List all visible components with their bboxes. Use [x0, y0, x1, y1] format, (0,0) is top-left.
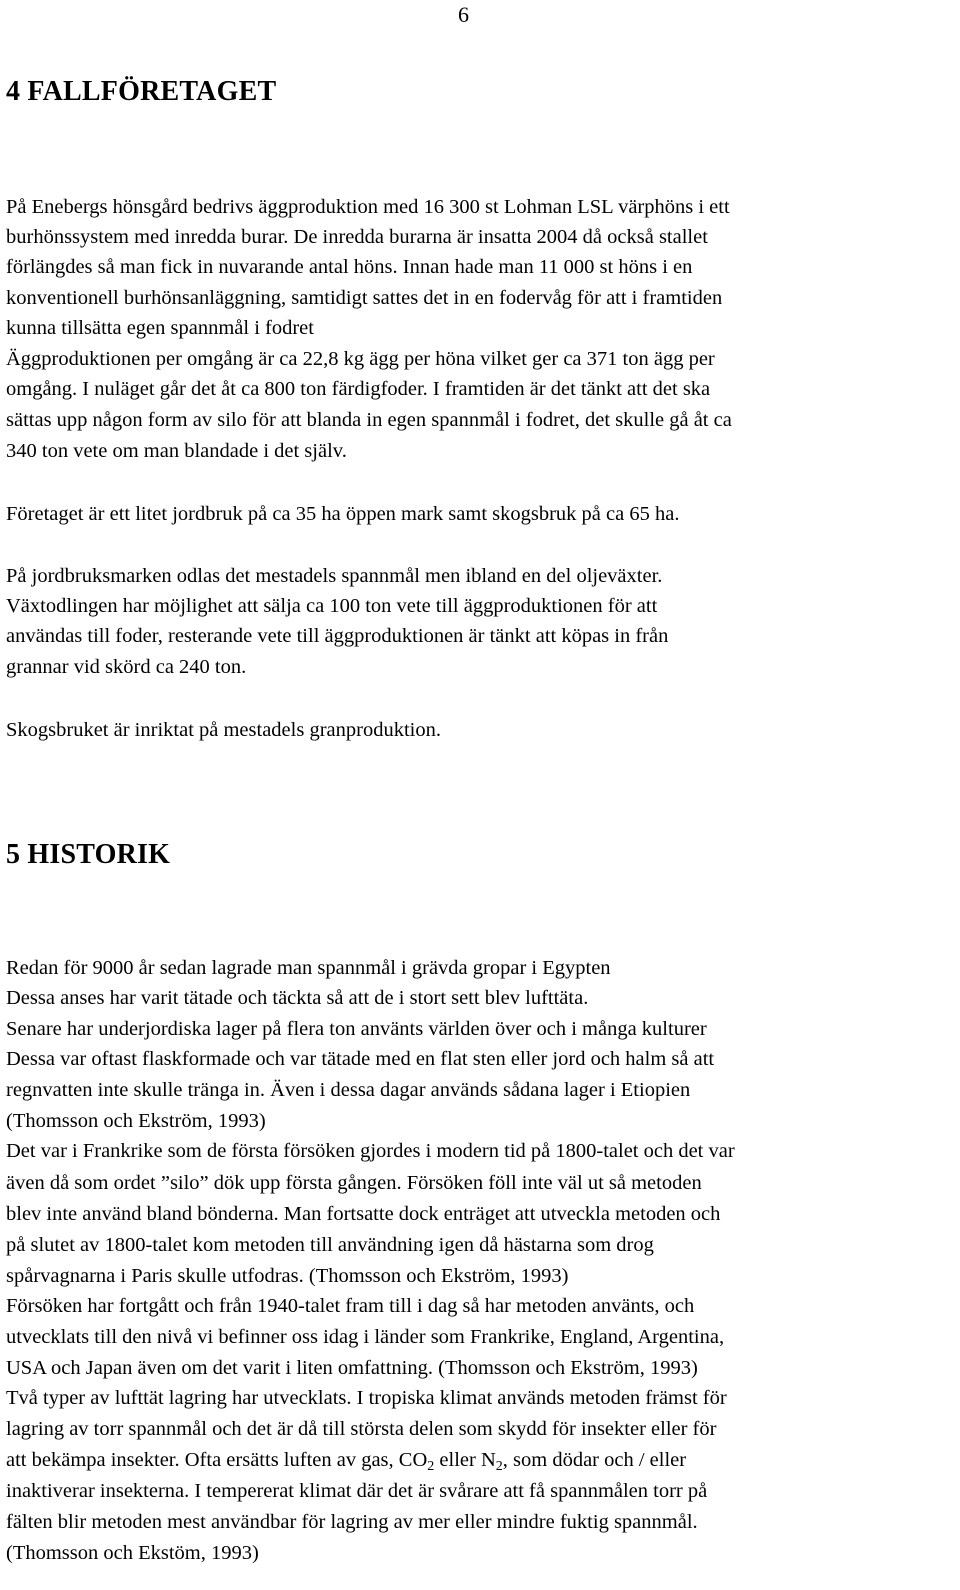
text-line: kunna tillsätta egen spannmål i fodret [6, 317, 314, 339]
text-line: sättas upp någon form av silo för att blanda in egen spannmål i fodret, det skulle gå åt ca [6, 409, 732, 431]
page-number: 6 [458, 2, 469, 27]
text-line: på slutet av 1800-talet kom metoden till användning igen då hästarna som drog [6, 1234, 654, 1256]
text-line: (Thomsson och Ekstöm, 1993) [6, 1542, 259, 1564]
text-line: Senare har underjordiska lager på flera ton använts världen över och i många kulturer [6, 1018, 707, 1040]
text-line: blev inte använd bland bönderna. Man fortsatte dock enträget att utveckla metoden och [6, 1203, 721, 1225]
text-line: utvecklats till den nivå vi befinner oss idag i länder som Frankrike, England, Argentina, [6, 1326, 725, 1348]
text-line: Äggproduktionen per omgång är ca 22,8 kg ägg per höna vilket ger ca 371 ton ägg per [6, 348, 715, 370]
text-line: Två typer av lufttät lagring har utvecklats. I tropiska klimat används metoden främst för [6, 1387, 727, 1409]
text-line: även då som ordet ”silo” dök upp första gången. Försöken föll inte väl ut så metoden [6, 1172, 702, 1194]
text-line: USA och Japan även om det varit i liten omfattning. (Thomsson och Ekström, 1993) [6, 1357, 698, 1379]
text-line: På jordbruksmarken odlas det mestadels spannmål men ibland en del oljeväxter. [6, 565, 663, 587]
text-line: förlängdes så man fick in nuvarande antal höns. Innan hade man 11 000 st höns i en [6, 256, 693, 278]
formula-co2: $CO_2$ [398, 1449, 435, 1474]
text-line: På Enebergs hönsgård bedrivs äggproduktion med 16 300 st Lohman LSL värphöns i ett [6, 196, 730, 218]
text-line: Försöken har fortgått och från 1940-talet fram till i dag så har metoden använts, och [6, 1295, 695, 1317]
text-fragment: , som dödar och / eller [502, 1449, 687, 1471]
text-line: 340 ton vete om man blandade i det själv. [6, 440, 347, 462]
text-line: burhönssystem med inredda burar. De inredda burarna är insatta 2004 då också stallet [6, 226, 708, 248]
text-line: grannar vid skörd ca 240 ton. [6, 656, 247, 678]
text-line-with-chemical-formulas [6, 1446, 686, 1474]
text-line: spårvagnarna i Paris skulle utfodras. (Thomsson och Ekström, 1993) [6, 1265, 569, 1287]
text-line: Skogsbruket är inriktat på mestadels granproduktion. [6, 719, 441, 741]
text-line: regnvatten inte skulle tränga in. Även i dessa dagar används sådana lager i Etiopien [6, 1079, 691, 1101]
section-4-heading: 4 FALLFÖRETAGET [6, 76, 277, 107]
text-line: Redan för 9000 år sedan lagrade man spannmål i grävda gropar i Egypten [6, 957, 611, 979]
text-line: Dessa var oftast flaskformade och var tätade med en flat sten eller jord och halm så att [6, 1048, 715, 1070]
text-line: Företaget är ett litet jordbruk på ca 35 ha öppen mark samt skogsbruk på ca 65 ha. [6, 503, 680, 525]
text-line: användas till foder, resterande vete till äggproduktionen är tänkt att köpas in från [6, 625, 669, 647]
text-line: Växtodlingen har möjlighet att sälja ca 100 ton vete till äggproduktionen för att [6, 595, 658, 617]
text-line: Dessa anses har varit tätade och täckta så att de i stort sett blev lufttäta. [6, 987, 589, 1009]
text-fragment: att bekämpa insekter. Ofta ersätts luften av gas, [6, 1449, 399, 1471]
text-line: konventionell burhönsanläggning, samtidigt sattes det in en fodervåg för att i framtiden [6, 287, 723, 309]
formula-n2: eller $N_2$ [434, 1449, 503, 1474]
text-line: lagring av torr spannmål och det är då till största delen som skydd för insekter eller för [6, 1418, 717, 1440]
section-5-heading: 5 HISTORIK [6, 839, 171, 870]
text-line: inaktiverar insekterna. I tempererat klimat där det är svårare att få spannmålen torr på [6, 1480, 708, 1502]
text-line: fälten blir metoden mest användbar för lagring av mer eller mindre fuktig spannmål. [6, 1511, 698, 1533]
text-line: omgång. I nuläget går det åt ca 800 ton färdigfoder. I framtiden är det tänkt att det ska [6, 378, 711, 400]
text-line: Det var i Frankrike som de första försöken gjordes i modern tid på 1800-talet och det var [6, 1140, 735, 1162]
text-line: (Thomsson och Ekström, 1993) [6, 1110, 266, 1132]
